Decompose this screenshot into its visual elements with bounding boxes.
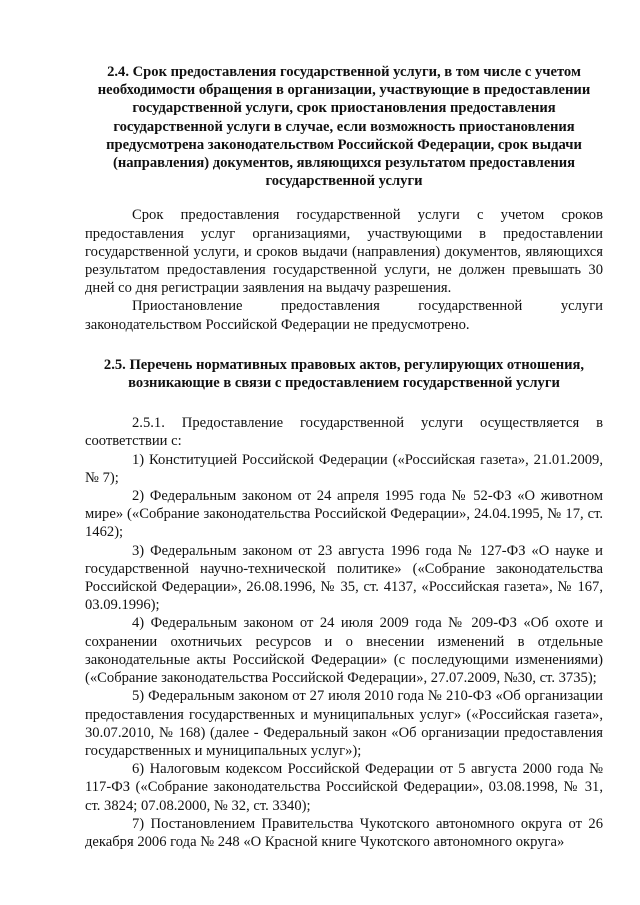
list-item-chukotka-resolution: 7) Постановлением Правительства Чукотского автономного округа от 26 декабря 2006 года № 248 «О Красной книге Чукотского автономного округа»: [85, 815, 603, 850]
list-item-law-210fz: 5) Федеральным законом от 27 июля 2010 года № 210-ФЗ «Об организации предоставления государственных и муниципальных услуг» («Российская газета», 30.07.2010, № 168) (далее - Федеральный закон «Об организации предоставления государственных и муниципальных услуг»);: [85, 688, 603, 759]
section-2-4-heading: 2.4. Срок предоставления государственной услуги, в том числе с учетом необходимости обращения в организации, участвующие в предоставлении государственной услуги, срок приостановления предоставления государственной услуги в случае, если возможность приостановления предусмотрена законодательством Российской Федерации, срок выдачи (направления) документов, являющихся результатом предоставления государственной услуги: [97, 64, 591, 190]
list-item-tax-code: 6) Налоговым кодексом Российской Федерации от 5 августа 2000 года № 117-ФЗ («Собрание законодательства Российской Федерации», 03.08.1998, № 31, ст. 3824; 07.08.2000, № 32, ст. 3340);: [85, 761, 603, 814]
list-item-constitution: 1) Конституцией Российской Федерации («Российская газета», 21.01.2009, № 7);: [85, 451, 603, 486]
section-2-5-heading: 2.5. Перечень нормативных правовых актов, регулирующих отношения, возникающие в связи с предоставлением государственной услуги: [103, 356, 585, 392]
paragraph-suspension: Приостановление предоставления государственной услуги законодательством Российской Федерации не предусмотрено.: [85, 298, 603, 333]
list-item-law-127fz: 3) Федеральным законом от 23 августа 1996 года № 127-ФЗ «О науке и государственной научно-технической политике» («Собрание законодательства Российской Федерации», 26.08.1996, № 35, ст. 4137, «Российская газета», № 167, 03.09.1996);: [85, 542, 603, 614]
paragraph-service-term: Срок предоставления государственной услуги с учетом сроков предоставления услуг организациями, участвующими в предоставлении государственной услуги, и сроков выдачи (направления) документов, являющихся результатом предоставления государственной услуги, не должен превышать 30 дней со дня регистрации заявления на выдачу разрешения.: [85, 207, 603, 297]
list-item-law-52fz: 2) Федеральным законом от 24 апреля 1995 года № 52-ФЗ «О животном мире» («Собрание законодательства Российской Федерации», 24.04.1995, № 17, ст. 1462);: [85, 488, 603, 541]
section-2-4-body: [85, 206, 603, 333]
paragraph-2-5-1-intro: 2.5.1. Предоставление государственной услуги осуществляется в соответствии с:: [85, 415, 603, 450]
section-2-5-body: [85, 414, 603, 851]
list-item-law-209fz: 4) Федеральным законом от 24 июля 2009 года № 209-ФЗ «Об охоте и сохранении охотничьих ресурсов и о внесении изменений в отдельные законодательные акты Российской Федерации» (с последующими изменениями) («Собрание законодательства Российской Федерации», 27.07.2009, №30, ст. 3735);: [85, 615, 603, 687]
